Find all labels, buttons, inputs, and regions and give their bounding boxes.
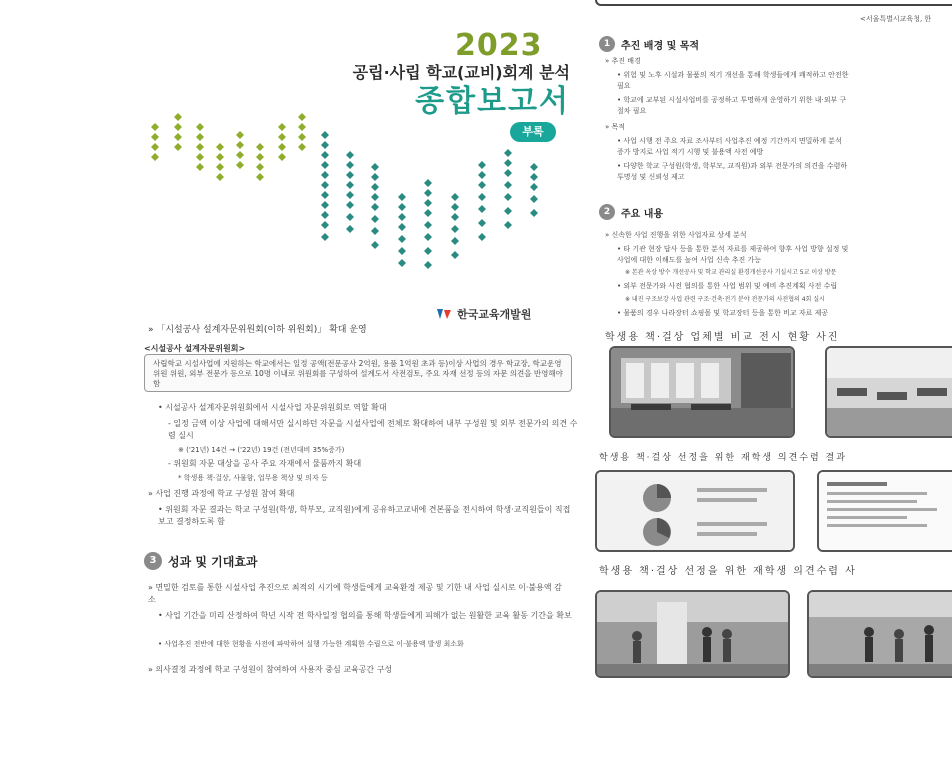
photo-caption: 학생용 책·걸상 업체별 비교 전시 현황 사진 — [605, 332, 840, 343]
bullet-heading: » 의사결정 과정에 학교 구성원이 참여하여 사용자 중심 교육공간 구성 — [148, 665, 393, 674]
box-label: <시설공사 설계자문위원회> — [144, 344, 246, 353]
bullet-heading: » 면밀한 검토를 통한 시설사업 추진으로 최적의 시기에 학생들에게 교육환경 제공 및 기한 내 사업 실시로 이·불용액 감소 — [148, 583, 562, 604]
section-number: 3 — [144, 552, 162, 570]
photo-caption: 학생용 책·걸상 선정을 위한 재학생 의견수렴 사 — [599, 566, 857, 577]
bullet-heading: » 사업 진행 과정에 학교 구성원 참여 확대 — [148, 489, 295, 498]
source-label: <서울특별시교육청, 한 — [860, 15, 932, 23]
section-title: 성과 및 기대효과 — [168, 554, 258, 569]
bullet-text: 사업에 대한 이해도를 높여 사업 신속 추진 가능 — [617, 256, 762, 264]
section-number: 2 — [599, 204, 615, 220]
right-page — [595, 0, 952, 680]
page-border — [595, 0, 952, 6]
section-2-header — [599, 204, 663, 220]
bullet-text: 절차 필요 — [617, 107, 647, 115]
bullet-text: • 위험 및 노후 시설과 물품의 적기 개선을 통해 학생들에게 쾌적하고 안전한 — [617, 71, 849, 79]
student-survey-photo-2 — [807, 590, 952, 678]
bullet-text: • 다양한 학교 구성원(학생, 학부모, 교직원)과 외부 전문가의 의견을 수렴하 — [617, 162, 848, 170]
cover-main-title: 종합보고서 — [415, 84, 570, 119]
note-text: ※ 본관 옥상 방수 개선공사 및 학교 관리실 환경개선공사 기실시고 5교 이상 방문 — [625, 269, 837, 276]
bullet-text: • 타 기관 현장 답사 등을 통한 분석 자료를 제공하여 향후 사업 방향 설정 및 — [617, 245, 849, 253]
survey-notice-image — [817, 470, 952, 552]
student-survey-photo-1 — [595, 590, 790, 678]
note-text: * 학생용 책·걸상, 사물함, 업무용 책상 및 의자 등 — [178, 474, 328, 482]
bullet-text: • 사업 시행 전 주요 자료 조사부터 사업추진 예정 기간까지 면밀하게 분석 — [617, 137, 842, 145]
bullet-text: • 시설공사 설계자문위원회에서 시설사업 자문위원회로 역할 확대 — [158, 403, 387, 412]
note-text: ※ 내진 구조보강 사업 관련 구조·건축·전기 분야 전문가의 사전협의 4회 실시 — [625, 296, 825, 303]
section-number: 1 — [599, 36, 615, 52]
cover-year: 2023 — [455, 28, 543, 63]
bullet-text: 투명성 및 신뢰성 제고 — [617, 173, 685, 181]
cover-title: 공립·사립 학교(교비)회계 분석 — [352, 63, 570, 82]
bullet-text: 필요 — [617, 82, 631, 90]
publisher-name: 한국교육개발원 — [457, 308, 532, 321]
bullet-heading: » 추진 배경 — [605, 57, 641, 65]
bullet-heading: » 신속한 사업 진행을 위한 사업자료 상세 분석 — [605, 231, 747, 239]
survey-result-chart-image — [595, 470, 795, 552]
bullet-text: • 외부 전문가와 사전 협의를 통한 사업 범위 및 예비 추진계획 사전 수립 — [617, 282, 838, 290]
note-text: ※ ('21년) 14건 → ('22년) 19건 (전년대비 35%증가) — [178, 446, 345, 454]
bullet-text: • 물품의 경우 나라장터 쇼핑몰 및 학교장터 등을 통한 비교 자료 제공 — [617, 309, 829, 317]
section-1-header — [599, 36, 699, 52]
bullet-text: - 위원회 자문 대상을 공사 주요 자재에서 물품까지 확대 — [168, 459, 362, 468]
section-3-header — [144, 552, 258, 570]
publisher-logo — [435, 306, 531, 322]
report-cover — [130, 0, 590, 320]
section-heading: » 「시설공사 설계자문위원회(이하 위원회)」 확대 운영 — [148, 325, 367, 335]
photo-caption: 학생용 책·걸상 선정을 위한 재학생 의견수렴 결과 — [599, 453, 847, 463]
section-title: 주요 내용 — [621, 208, 664, 220]
kedi-logo-icon — [435, 307, 453, 321]
bullet-text: 증가 방지로 사업 적기 시행 및 불용액 사전 예방 — [617, 148, 764, 156]
bullet-text: • 사업추진 전반에 대한 현황을 사전에 파악하여 실행 가능한 계획한 수립으로 이·불용액 발생 최소화 — [158, 640, 464, 648]
furniture-display-photo-2 — [825, 346, 952, 438]
diamond-pattern-graphic — [130, 105, 550, 285]
committee-description-box: 사립학교 시설사업에 지원하는 학교에서는 일정 공액(전문공사 2억원, 용품 1억원 초과 등)이상 사업의 경우 학교장, 학교운영위원 위원, 외부 전문가 등으로 10명 이내로 위원회를 구성하여 설계도서 사전검토, 주요 자재 선정 등의 자문 의견을 반영해야 함 — [144, 354, 572, 392]
left-page — [130, 0, 590, 680]
furniture-display-photo-1 — [609, 346, 795, 438]
bullet-text: • 사업 기간을 미리 산정하여 학년 시작 전 학사일정 협의를 통해 학생들에게 피해가 없는 원활한 교육 활동 기간을 확보 — [158, 611, 572, 620]
bullet-text: • 위원회 자문 결과는 학교 구성원(학생, 학부모, 교직원)에게 공유하고교내에 견본품을 전시하여 학생·교직원들이 직접 보고 결정하도록 함 — [158, 505, 571, 526]
section-title: 추진 배경 및 목적 — [621, 40, 700, 52]
bullet-text: • 학교에 교부된 시설사업비를 공정하고 투명하게 운영하기 위한 내·외부 구 — [617, 96, 847, 104]
bullet-heading: » 목적 — [605, 123, 626, 131]
bullet-text: - 일정 금액 이상 사업에 대해서만 실시하던 자문을 시설사업에 전체로 확대하여 내부 구성원 및 외부 전문가의 의견 수렴 실시 — [168, 419, 578, 440]
appendix-badge: 부록 — [510, 122, 556, 142]
